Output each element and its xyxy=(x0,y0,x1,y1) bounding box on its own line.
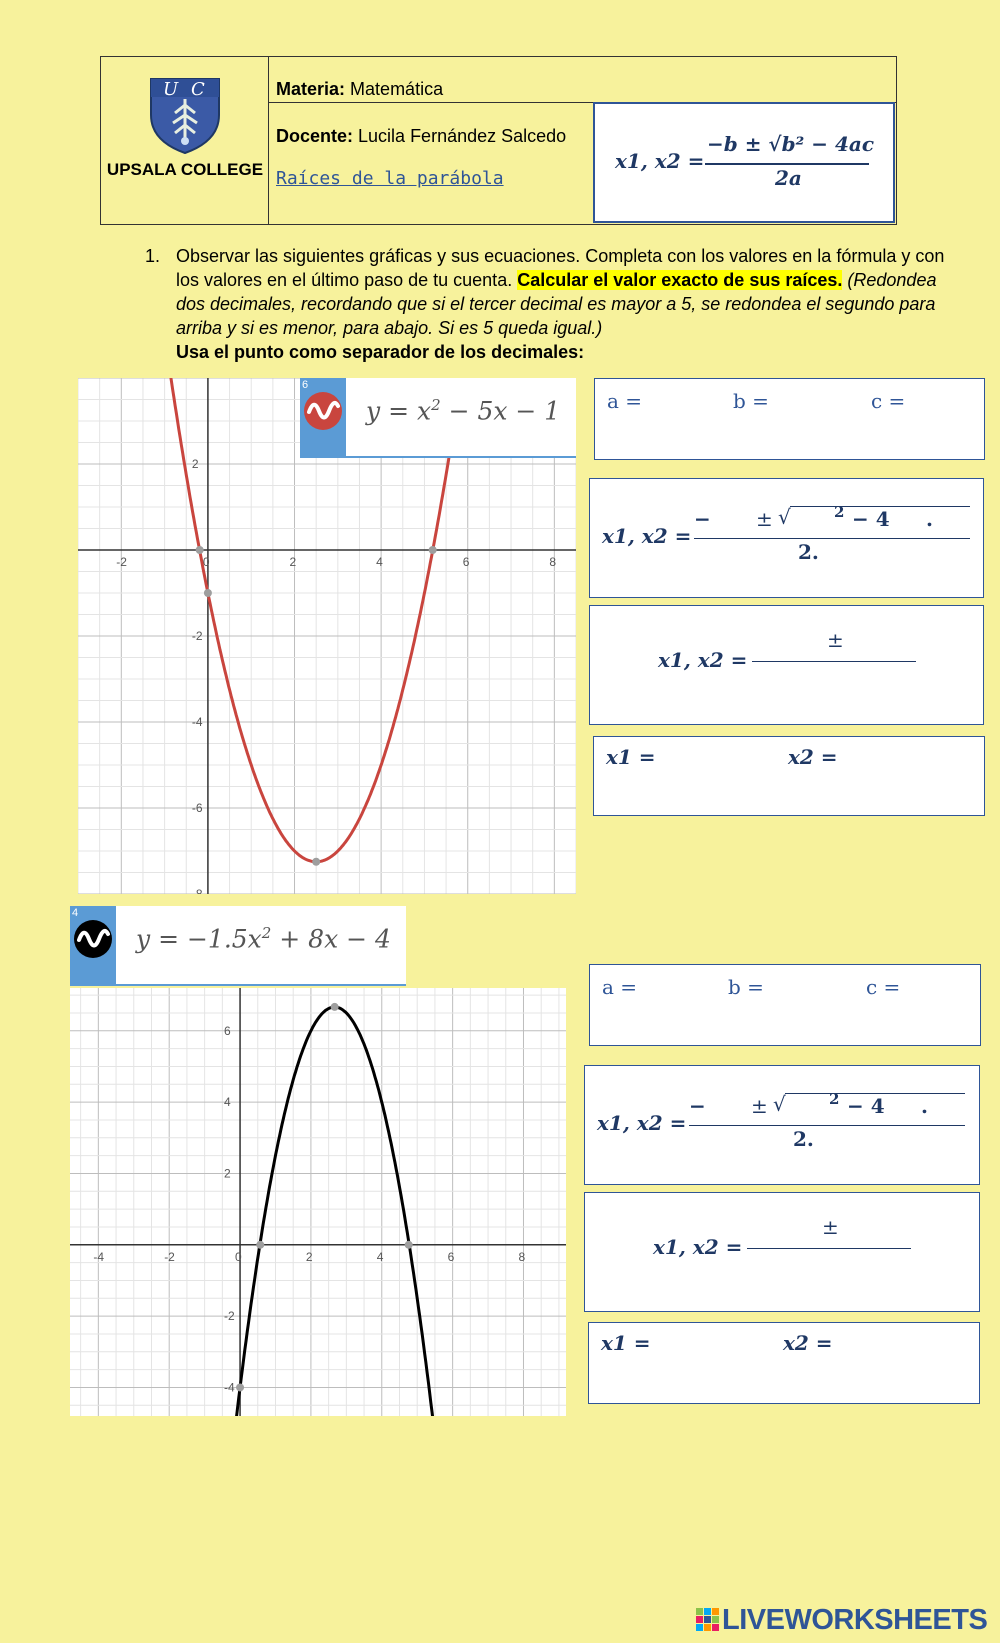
abc-box-2 xyxy=(589,964,981,1046)
x12-label-2: x1, x2 = xyxy=(597,1111,687,1135)
graph-2-point xyxy=(405,1241,413,1249)
x12-simplified-label-2: x1, x2 = xyxy=(653,1235,743,1259)
roots-box-2 xyxy=(588,1322,980,1404)
a-label-1: a = xyxy=(607,389,643,413)
graph-1-point xyxy=(196,546,204,554)
x2-label-2: x2 = xyxy=(783,1331,833,1355)
a-label-2: a = xyxy=(602,975,638,999)
graph-2-y-tick-label: 6 xyxy=(224,1023,231,1038)
graph-1-eq-exp: 2 xyxy=(431,396,441,414)
dot-1: . xyxy=(926,507,933,531)
graph-1-point xyxy=(204,589,212,597)
graph-2-y-tick-label: -4 xyxy=(224,1380,235,1395)
den-1: 2. xyxy=(798,540,819,564)
svg-text:U: U xyxy=(163,79,179,100)
graph-2-y-tick-label: 2 xyxy=(224,1166,231,1181)
graph-1-x-tick-label: 8 xyxy=(549,555,557,569)
plusminus-1: ± xyxy=(756,507,773,531)
graph-1-equation-banner xyxy=(300,378,576,458)
graph-2-y-tick-label: 4 xyxy=(224,1095,231,1110)
liveworksheets-logo xyxy=(696,1604,996,1638)
graph-2-x-tick-label: -4 xyxy=(93,1249,105,1264)
graph-2 xyxy=(70,988,566,1416)
instruction-text xyxy=(176,244,945,364)
instruction-italic: (Redondea dos decimales, recordando que si el tercer decimal es mayor a 5, se redondea el segundo para arriba y si es menor, para abajo. Si es 5 queda igual.) xyxy=(176,270,937,338)
graph-2-x-tick-label: 8 xyxy=(518,1249,526,1264)
graph-1-point xyxy=(312,858,320,866)
graph-1-x-tick-label: 6 xyxy=(462,555,470,569)
instruction-number: 1. xyxy=(145,246,161,266)
graph-1-badge: 6 xyxy=(302,379,309,391)
fraction-bar-2 xyxy=(689,1125,965,1126)
fraction-bar-simplified-1 xyxy=(752,661,916,662)
topic-link[interactable]: Raíces de la parábola xyxy=(276,168,504,189)
graph-1-eq-suffix: − 5x − 1 xyxy=(440,396,561,426)
graph-1-banner-underline xyxy=(346,456,576,458)
graph-1-equation xyxy=(366,396,560,425)
desmos-wave-icon xyxy=(74,920,112,958)
graph-2-x-tick-label: 6 xyxy=(447,1249,455,1264)
graph-1-x-tick-label: 2 xyxy=(289,555,297,569)
minus-1: − xyxy=(694,507,711,531)
den-2: 2. xyxy=(793,1127,814,1151)
minus4-1: − 4 xyxy=(852,507,890,531)
graph-1-y-tick-label: -6 xyxy=(191,801,203,815)
graph-1-x-tick-label: -2 xyxy=(116,555,127,569)
abc-box-1 xyxy=(594,378,985,460)
fraction-bar-simplified-2 xyxy=(747,1248,911,1249)
square-2: 2 xyxy=(829,1090,840,1108)
b-label-1: b = xyxy=(733,389,769,413)
graph-2-curve xyxy=(70,1007,566,1416)
x1-label-2: x1 = xyxy=(601,1331,651,1355)
graph-1-y-tick-label: -4 xyxy=(191,715,203,729)
quadratic-formula-box xyxy=(593,102,895,223)
instruction-main: Observar las siguientes gráficas y sus ecuaciones. Completa con los valores en la fórmula y con los valores en el último paso de tu cuenta. xyxy=(176,246,945,290)
instruction-highlight: Calcular el valor exacto de sus raíces. xyxy=(517,270,843,290)
minus-2: − xyxy=(689,1094,706,1118)
graph-1-y-tick-label: -2 xyxy=(191,629,203,643)
liveworksheets-brand: LIVEWORKSHEETS xyxy=(722,1604,988,1636)
x12-label-1: x1, x2 = xyxy=(602,524,692,548)
c-label-2: c = xyxy=(866,975,901,999)
sqrt-2: √ xyxy=(773,1092,786,1116)
sqrt-1: √ xyxy=(778,505,791,529)
fraction-bar-1 xyxy=(694,538,970,539)
formula-denominator: 2a xyxy=(775,166,802,190)
graph-2-x-tick-label: -2 xyxy=(164,1249,175,1264)
dot-2: . xyxy=(921,1094,928,1118)
graph-2-banner-underline xyxy=(116,984,406,986)
simplified-box-2 xyxy=(584,1192,980,1312)
docente-value: Lucila Fernández Salcedo xyxy=(358,126,567,146)
minus4-2: − 4 xyxy=(847,1094,885,1118)
graph-2-equation-tab xyxy=(70,906,116,986)
instructions xyxy=(145,244,945,364)
materia-line xyxy=(276,79,443,100)
square-1: 2 xyxy=(834,503,845,521)
graph-1-equation-tab xyxy=(300,378,346,458)
x1-label-1: x1 = xyxy=(606,745,656,769)
x12-simplified-label-1: x1, x2 = xyxy=(658,648,748,672)
graph-1-y-tick-label: -8 xyxy=(191,887,203,894)
x2-label-1: x2 = xyxy=(788,745,838,769)
graph-2-x-tick-label: 0 xyxy=(235,1249,242,1264)
school-name: UPSALA COLLEGE xyxy=(106,160,264,179)
liveworksheets-icon xyxy=(696,1608,720,1638)
graph-2-x-tick-label: 2 xyxy=(305,1249,313,1264)
materia-label: Materia: xyxy=(276,79,346,99)
formula-box-1 xyxy=(589,478,984,598)
graph-1-x-tick-label: 0 xyxy=(202,555,210,569)
instruction-bold: Usa el punto como separador de los decimales: xyxy=(176,342,585,362)
plusminus-simplified-1: ± xyxy=(827,628,844,652)
graph-2-equation xyxy=(136,924,391,953)
graph-2-x-tick-label: 4 xyxy=(376,1249,384,1264)
simplified-box-1 xyxy=(589,605,984,725)
svg-text:C: C xyxy=(191,79,205,100)
graph-1-y-tick-label: 2 xyxy=(191,457,199,471)
formula-numerator: −b ± √b² − 4ac xyxy=(707,132,875,156)
graph-2-equation-banner xyxy=(70,906,406,986)
formula-fraction-bar xyxy=(705,163,869,165)
graph-1-eq-prefix: y = x xyxy=(366,396,432,426)
graph-2-eq-prefix: y = −1.5x xyxy=(136,924,262,954)
plusminus-simplified-2: ± xyxy=(822,1215,839,1239)
docente-line xyxy=(276,126,566,147)
formula-box-2 xyxy=(584,1065,980,1185)
graph-2-point xyxy=(331,1003,339,1011)
graph-1-point xyxy=(429,546,437,554)
graph-2-point xyxy=(236,1383,244,1391)
graph-2-y-tick-label: -2 xyxy=(224,1309,235,1324)
graph-2-eq-exp: 2 xyxy=(261,924,272,942)
graph-2-plot xyxy=(70,988,566,1416)
graph-2-eq-suffix: + 8x − 4 xyxy=(271,924,391,954)
graph-2-badge: 4 xyxy=(72,907,79,919)
c-label-1: c = xyxy=(871,389,906,413)
roots-box-1 xyxy=(593,736,985,816)
materia-value: Matemática xyxy=(350,79,444,99)
formula-lhs: x1, x2 = xyxy=(615,149,705,173)
graph-2-point xyxy=(256,1241,264,1249)
header-content xyxy=(100,56,897,225)
docente-label: Docente: xyxy=(276,126,354,146)
desmos-wave-icon xyxy=(304,392,342,430)
graph-1-x-tick-label: 4 xyxy=(376,555,383,569)
plusminus-2: ± xyxy=(751,1094,768,1118)
b-label-2: b = xyxy=(728,975,764,999)
